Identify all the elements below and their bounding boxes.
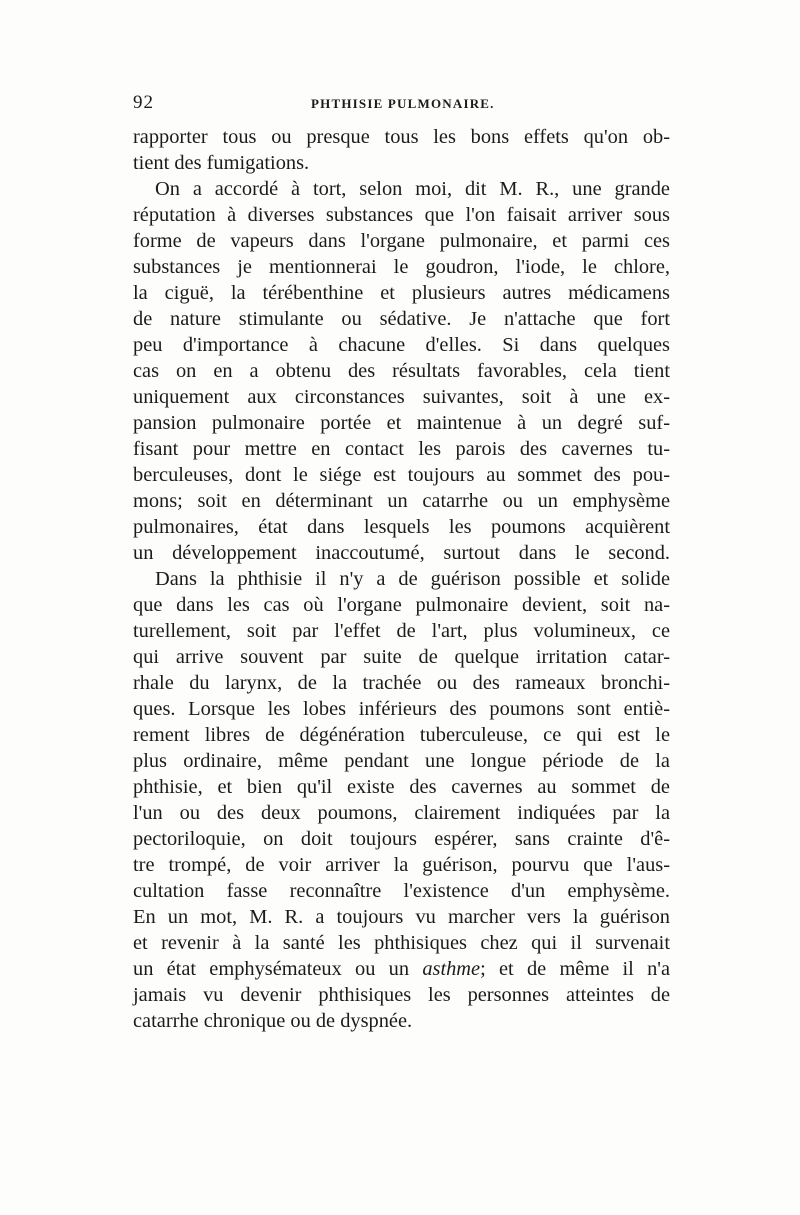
- text-line: rhale du larynx, de la trachée ou des rameaux bronchi-: [133, 672, 670, 694]
- text-line: berculeuses, dont le siége est toujours au sommet des pou-: [133, 464, 670, 486]
- text-line: et revenir à la santé les phthisiques chez qui il survenait: [133, 932, 670, 954]
- italic-term: asthme: [422, 958, 481, 980]
- text-line: jamais vu devenir phthisiques les personnes atteintes de: [133, 984, 670, 1006]
- text-line: mons; soit en déterminant un catarrhe ou un emphysème: [133, 490, 670, 512]
- text-line: uniquement aux circonstances suivantes, soit à une ex-: [133, 386, 670, 408]
- text-line: cas on en a obtenu des résultats favorables, cela tient: [133, 360, 670, 382]
- text-line: pansion pulmonaire portée et maintenue à un degré suf-: [133, 412, 670, 434]
- text-line: substances je mentionnerai le goudron, l'iode, le chlore,: [133, 256, 670, 278]
- text-line: qui arrive souvent par suite de quelque irritation catar-: [133, 646, 670, 668]
- page-header: [133, 92, 678, 114]
- text-line: rement libres de dégénération tuberculeuse, ce qui est le: [133, 724, 670, 746]
- text-line: tre trompé, de voir arriver la guérison, pourvu que l'aus-: [133, 854, 670, 876]
- running-title: PHTHISIE PULMONAIRE.: [311, 96, 495, 111]
- text-line: tient des fumigations.: [133, 152, 310, 174]
- text-line: [133, 956, 670, 982]
- text-line: la ciguë, la térébenthine et plusieurs autres médicamens: [133, 282, 670, 304]
- text-line: ques. Lorsque les lobes inférieurs des poumons sont entiè-: [133, 698, 670, 720]
- page-number: 92: [133, 92, 154, 113]
- text-line: turellement, soit par l'effet de l'art, plus volumineux, ce: [133, 620, 670, 642]
- text-line: catarrhe chronique ou de dyspnée.: [133, 1010, 413, 1032]
- text-line: En un mot, M. R. a toujours vu marcher vers la guérison: [133, 906, 670, 928]
- text-line: forme de vapeurs dans l'organe pulmonaire, et parmi ces: [133, 230, 670, 252]
- text-line: On a accordé à tort, selon moi, dit M. R., une grande: [155, 178, 670, 200]
- text-line: pectoriloquie, on doit toujours espérer, sans crainte d'ê-: [133, 828, 670, 850]
- text-line: phthisie, et bien qu'il existe des cavernes au sommet de: [133, 776, 670, 798]
- text-line: un développement inaccoutumé, surtout dans le second.: [133, 542, 670, 564]
- text-line: fisant pour mettre en contact les parois des cavernes tu-: [133, 438, 670, 460]
- body-text: [133, 124, 670, 1034]
- text-line: de nature stimulante ou sédative. Je n'attache que fort: [133, 308, 670, 330]
- text-line: l'un ou des deux poumons, clairement indiquées par la: [133, 802, 670, 824]
- text-line: peu d'importance à chacune d'elles. Si dans quelques: [133, 334, 670, 356]
- text-segment: ; et de même il n'a: [480, 958, 670, 980]
- text-line: Dans la phthisie il n'y a de guérison possible et solide: [155, 568, 670, 590]
- text-line: rapporter tous ou presque tous les bons effets qu'on ob-: [133, 126, 670, 148]
- text-line: que dans les cas où l'organe pulmonaire devient, soit na-: [133, 594, 670, 616]
- text-line: pulmonaires, état dans lesquels les poumons acquièrent: [133, 516, 670, 538]
- text-segment: un état emphysémateux ou un: [133, 958, 410, 980]
- text-line: cultation fasse reconnaître l'existence d'un emphysème.: [133, 880, 670, 902]
- text-line: plus ordinaire, même pendant une longue période de la: [133, 750, 670, 772]
- text-line: réputation à diverses substances que l'on faisait arriver sous: [133, 204, 670, 226]
